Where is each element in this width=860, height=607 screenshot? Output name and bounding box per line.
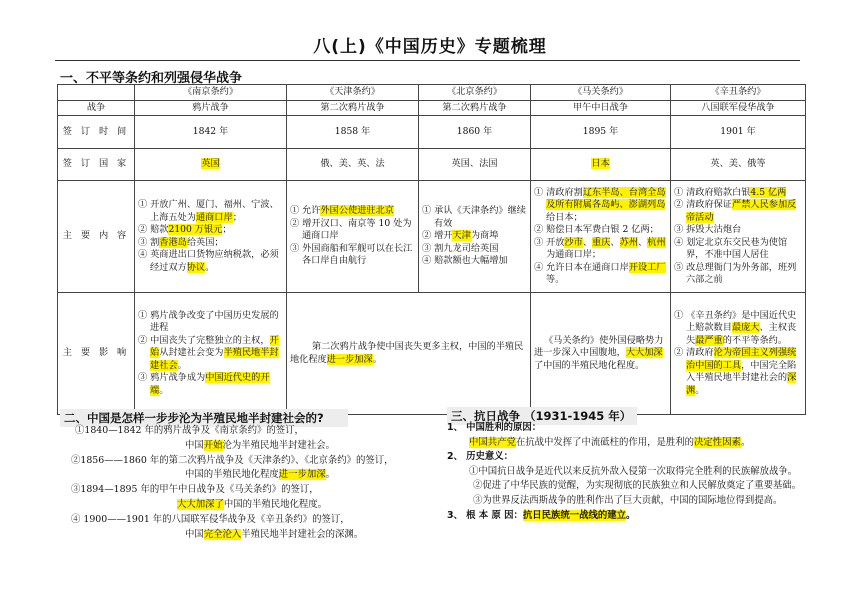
- section3-line: ①中国抗日战争是近代以来反抗外敌入侵第一次取得完全胜利的民族解放战争。: [469, 465, 798, 477]
- content-item: ④ 划定北京东交民巷为使馆界，不准中国人居住: [674, 236, 788, 260]
- row-label-country: 签 订 国 家: [58, 149, 135, 181]
- content-item: ② 增开天津为商埠: [422, 230, 499, 242]
- war-cell: 鸦片战争: [135, 100, 287, 116]
- content-item: ⑤ 改总理衙门为外务部，班列六部之前: [674, 261, 797, 285]
- country-cell: 英、美、俄等: [671, 149, 806, 181]
- war-cell: 八国联军侵华战争: [671, 100, 806, 116]
- content-item: ③ 开放沙市、重庆、苏州、杭州为通商口岸；: [534, 236, 666, 260]
- section1-heading: 一、不平等条约和列强侵华战争: [60, 71, 243, 86]
- row-label-time: 签 订 时 间: [58, 116, 135, 149]
- impact-maguan: 《马关条约》使外国侵略势力进一步深入中国腹地，大大加深了中国的半殖民地化程度。: [531, 293, 671, 415]
- impact-item: ① 鸦片战争改变了中国历史发展的进程: [138, 309, 279, 334]
- treaty-maguan: 《马关条约》: [531, 85, 671, 101]
- content-item: ① 开放广州、厦门、福州、宁波、上海五处为通商口岸；: [138, 199, 279, 223]
- section3-line: 中国共产党在抗战中发挥了中流砥柱的作用，是胜利的决定性因素。: [469, 436, 751, 448]
- impact-row: [58, 293, 806, 415]
- content-item: ③ 拆毁大沽炮台: [674, 224, 742, 235]
- time-cell: 1842 年: [135, 116, 287, 149]
- section2-line: 大大加深了中国的半殖民地化程度。: [177, 498, 328, 510]
- section2-line: ②1856——1860 年的第二次鸦片战争及《天津条约》、《北京条约》的签订，: [71, 454, 394, 466]
- blank-cell: [58, 85, 135, 101]
- content-row: [58, 181, 806, 293]
- content-tianjin: [287, 181, 419, 293]
- war-cell: 第二次鸦片战争: [419, 100, 531, 116]
- content-item: ④ 允许日本在通商口岸开设工厂等。: [534, 261, 666, 285]
- title-divider: [55, 60, 800, 61]
- content-item: ③ 割九龙司给英国: [422, 242, 499, 254]
- section3-subheading: 2、 历史意义：: [447, 451, 514, 463]
- country-highlight: 英国: [201, 158, 220, 170]
- content-item: ① 承认《天津条约》继续有效: [422, 205, 526, 229]
- content-maguan: [531, 181, 671, 293]
- row-label-impact: 主 要 影 响: [58, 293, 135, 415]
- country-row: [58, 149, 806, 181]
- treaty-header-row: [58, 85, 806, 101]
- content-item: ① 允许外国公使进驻北京: [290, 205, 394, 217]
- war-row: [58, 100, 806, 116]
- content-item: ④ 赔款额也大幅增加: [422, 255, 508, 267]
- section2-heading: 二、中国是怎样一步步沦为半殖民地半封建社会的?: [60, 409, 348, 427]
- treaty-nanjing: 《南京条约》: [135, 85, 287, 101]
- impact-second-opium: 第二次鸦片战争使中国丧失更多主权，中国的半殖民地化程度进一步加深。: [287, 293, 531, 415]
- time-cell: 1901 年: [671, 116, 806, 149]
- treaty-tianjin: 《天津条约》: [287, 85, 419, 101]
- section2-line: ③1894—1895 年的甲午中日战争及《马关条约》的签订，: [71, 484, 319, 496]
- row-label-content: 主 要 内 容: [58, 181, 135, 293]
- section2-line: ①1840—1842 年的鸦片战争及《南京条约》的签订，: [75, 425, 304, 436]
- impact-item: ③ 鸦片战争成为中国近代史的开端。: [138, 372, 270, 396]
- treaty-table: [57, 84, 806, 415]
- section2-body: [57, 424, 427, 542]
- war-cell: 甲午中日战争: [531, 100, 671, 116]
- country-highlight: 日本: [591, 158, 610, 170]
- country-cell: 英国、法国: [419, 149, 531, 181]
- section2-line: 中国开始沦为半殖民地半封建社会。: [185, 439, 336, 451]
- impact-item: ② 清政府沦为帝国主义列强统治中国的工具，中国完全陷入半殖民地半封建社会的深渊。: [674, 347, 797, 396]
- country-cell: [531, 149, 671, 181]
- country-cell: [135, 149, 287, 181]
- section3-body: [447, 421, 807, 523]
- section3-line: ③为世界反法西斯战争的胜利作出了巨大贡献，中国的国际地位得到提高。: [473, 494, 783, 506]
- impact-item: ② 中国丧失了完整独立的主权，开始从封建社会变为半殖民地半封建社会。: [138, 334, 279, 371]
- content-nanjing: [135, 181, 287, 293]
- time-cell: 1858 年: [287, 116, 419, 149]
- content-beijing: [419, 181, 531, 293]
- treaty-xinchou: 《辛丑条约》: [671, 85, 806, 101]
- impact-item: ① 《辛丑条约》是中国近代史上赔款数目最庞大、主权丧失最严重的不平等条约。: [674, 309, 797, 346]
- content-item: ① 清政府赔款白银4.5 亿两: [674, 186, 787, 198]
- content-item: ③ 外国商船和军舰可以在长江各口岸自由航行: [290, 242, 413, 267]
- content-item: ② 增开汉口、南京等 10 处为通商口岸: [290, 217, 412, 242]
- content-item: ③ 割香港岛给英国；: [138, 236, 224, 248]
- time-row: [58, 116, 806, 149]
- content-item: ② 清政府保证严禁人民参加反帝活动: [674, 199, 797, 223]
- page-title: 八(上)《中国历史》专题梳理: [313, 37, 547, 57]
- content-item: ② 赔偿日本军费白银 2 亿两；: [534, 224, 659, 235]
- section3-line: ②促进了中华民族的觉醒，为实现彻底的民族独立和人民解放奠定了重要基础。: [473, 480, 802, 492]
- impact-xinchou: [671, 293, 806, 415]
- time-cell: 1895 年: [531, 116, 671, 149]
- content-item: ① 清政府割辽东半岛、台湾全岛及所有附属各岛屿、澎湖列岛给日本；: [534, 186, 666, 223]
- content-item: ④ 英商进出口货物应纳税款，必须经过双方协议。: [138, 249, 279, 273]
- section3-subheading: 3、 根 本 原 因：抗日民族统一战线的建立。: [447, 509, 636, 521]
- treaty-beijing: 《北京条约》: [419, 85, 531, 101]
- section3-heading: 三、抗日战争 （1931-1945 年）: [447, 407, 637, 425]
- impact-nanjing: [135, 293, 287, 415]
- section2-line: 中国完全沦入半殖民地半封建社会的深渊。: [185, 528, 364, 540]
- war-cell: 第二次鸦片战争: [287, 100, 419, 116]
- section2-line: ④ 1900——1901 年的八国联军侵华战争及《辛丑条约》的签订，: [71, 513, 350, 525]
- row-label-war: 战争: [58, 100, 135, 116]
- section2-line: 中国的半殖民地化程度进一步加深。: [185, 469, 336, 481]
- time-cell: 1860 年: [419, 116, 531, 149]
- content-item: ② 赔款2100 万银元；: [138, 224, 232, 235]
- content-xinchou: [671, 181, 806, 293]
- section3-subheading: 1、 中国胜利的原因：: [447, 422, 542, 433]
- country-cell: 俄、美、英、法: [287, 149, 419, 181]
